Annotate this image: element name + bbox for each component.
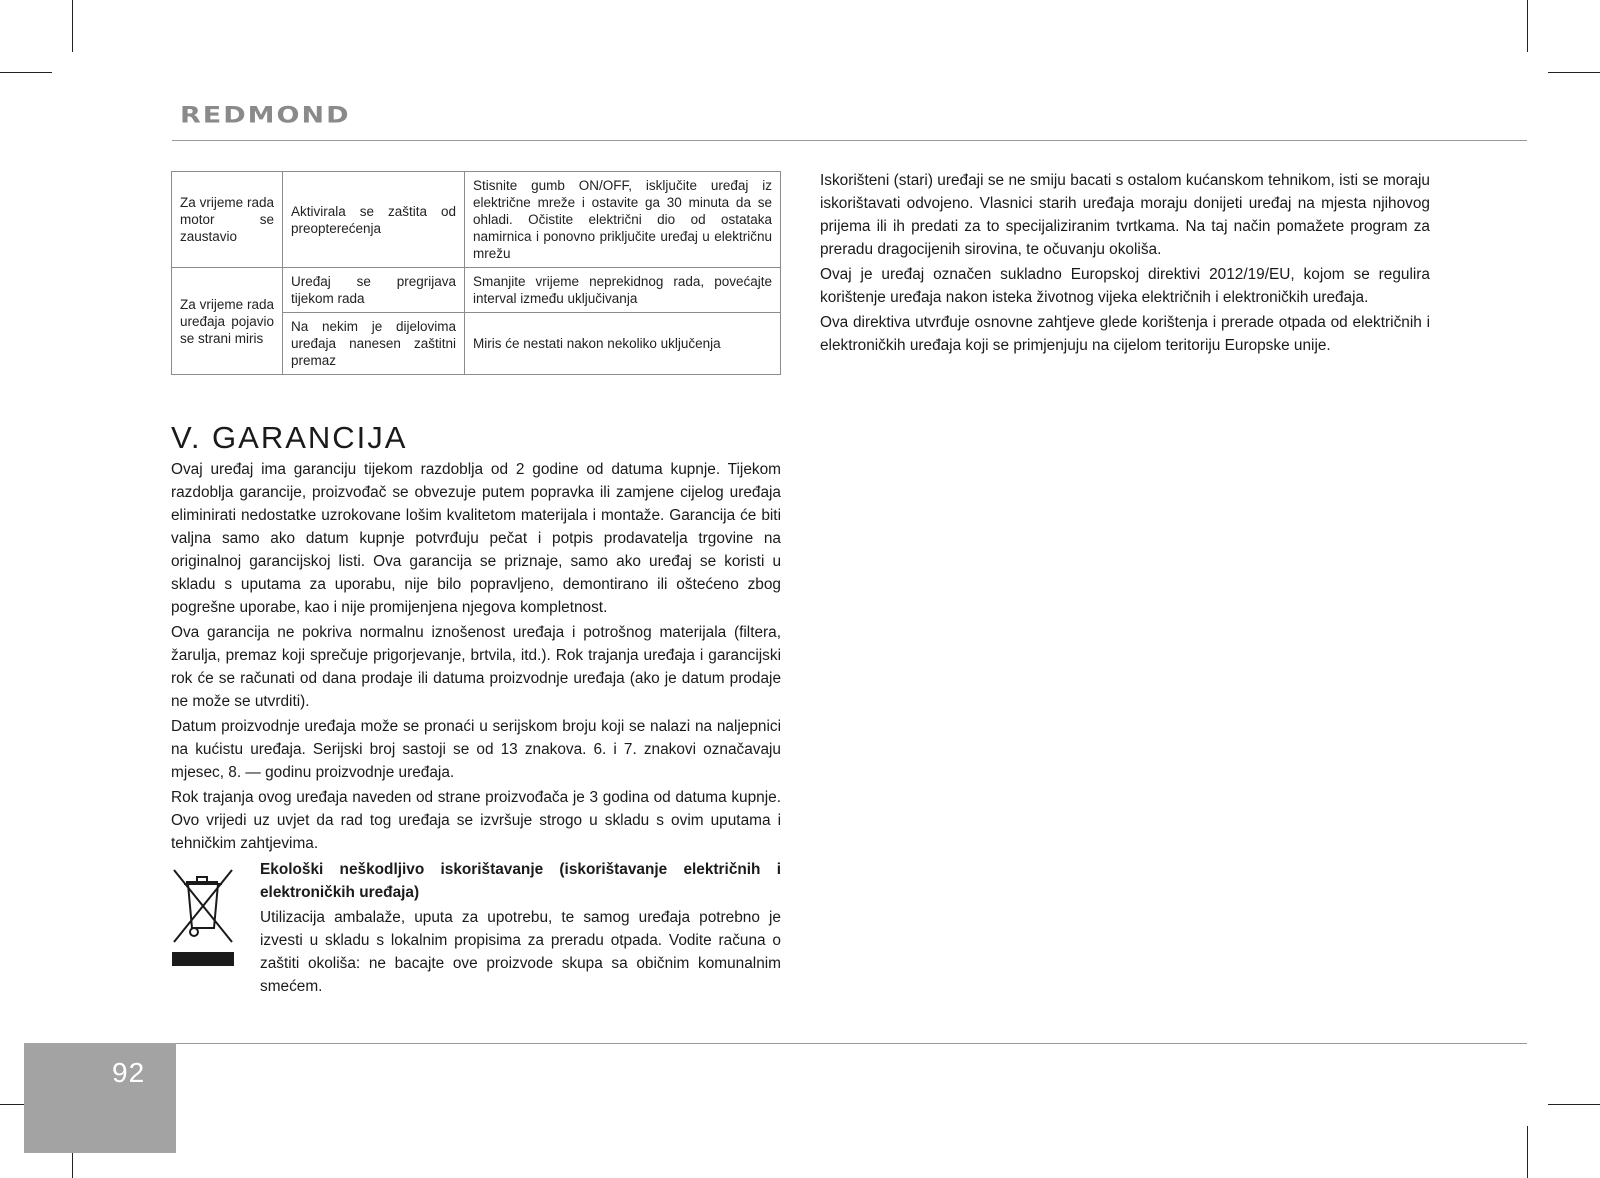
table-row <box>172 268 781 313</box>
table-row <box>172 172 781 268</box>
problem-cell: Za vrijeme rada motor se zaustavio <box>172 172 283 268</box>
crossed-out-wheelie-bin-icon <box>170 866 236 966</box>
problem-cell: Za vrijeme rada uređaja pojavio se strani miris <box>172 268 283 375</box>
guarantee-paragraph: Ovaj uređaj ima garanciju tijekom razdoblja od 2 godine od datuma kupnje. Tijekom razdoblja garancije, proizvođač se obvezuje putem popravka ili zamjene cijelog uređaja eliminirati nedostatke uzrokovane lošim kvalitetom materijala i montaže. Garancija će biti valjna samo ako datum kupnje potvrđuju pečat i potpis prodavatelja trgovine na originalnoj garancijskoj listi. Ova garancija se priznaje, samo ako uređaj se koristi u skladu s uputama za uporabu, nije bilo popravljeno, demontirano ili oštećeno zbog pogrešne uporabe, kao i nije promijenjena njegova kompletnost. <box>171 461 781 616</box>
guarantee-body <box>171 458 781 857</box>
solution-cell: Miris će nestati nakon nekoliko uključenja <box>465 313 781 375</box>
page-number: 92 <box>112 1057 146 1088</box>
crop-mark <box>1527 1126 1528 1178</box>
crop-mark <box>1548 1104 1600 1105</box>
guarantee-paragraph: Rok trajanja ovog uređaja naveden od strane proizvođača je 3 godina od datuma kupnje. Ovo vrijedi uz uvjet da rad tog uređaja se izvršuje strogo u skladu s ovim uputama i tehničkim zahtjevima. <box>171 789 781 852</box>
section-title: V. GARANCIJA <box>171 420 408 455</box>
guarantee-paragraph: Datum proizvodnje uređaja može se pronaći u serijskom broju koji se nalazi na naljepnici na kućistu uređaja. Serijski broj sastoji se od 13 znakova. 6. i 7. znakovi označavaju mjesec, 8. — godinu proizvodnje uređaja. <box>171 718 781 781</box>
eco-title: Ekološki neškodljivo iskorištavanje (iskorištavanje električnih i elektroničkih uređaja) <box>260 861 781 901</box>
cause-cell: Uređaj se pregrijava tijekom rada <box>283 268 465 313</box>
recycling-body <box>820 169 1430 359</box>
recycling-paragraph: Ova direktiva utvrđuje osnovne zahtjeve glede korištenja i prerade otpada od električnih i elektroničkih uređaja koji se primjenjuju na cijelom teritoriju Europske unije. <box>820 314 1430 354</box>
crop-mark <box>1527 0 1528 52</box>
page-number-tab <box>24 1043 176 1153</box>
cause-cell: Aktivirala se zaštita od preopterećenja <box>283 172 465 268</box>
troubleshooting-table <box>171 171 781 375</box>
solution-cell: Stisnite gumb ON/OFF, isključite uređaj iz električne mreže i ostavite ga 30 minuta da se ohladi. Očistite električni dio od ostataka namirnica i ponovno priključite uređaj u električnu mrežu <box>465 172 781 268</box>
brand-logo: REDMOND <box>180 103 351 129</box>
cause-cell: Na nekim je dijelovima uređaja nanesen zaštitni premaz <box>283 313 465 375</box>
solution-cell: Smanjite vrijeme neprekidnog rada, povećajte interval između uključivanja <box>465 268 781 313</box>
header-divider <box>172 140 1527 141</box>
crop-mark <box>0 72 52 73</box>
guarantee-paragraph: Ova garancija ne pokriva normalnu iznošenost uređaja i potrošnog materijala (filtera, žarulja, premaz koji sprečuje prigorjevanje, brtvila, itd.). Rok trajanja uređaja i garancijski rok će se računati od dana prodaje ili datuma proizvodnje uređaja (ako je datum prodaje ne može se utvrditi). <box>171 624 781 710</box>
recycling-paragraph: Ovaj je uređaj označen sukladno Europskoj direktivi 2012/19/EU, kojom se regulira korištenje uređaja nakon isteka životnog vijeka električnih i elektroničkih uređaja. <box>820 266 1430 306</box>
footer-divider <box>172 1043 1527 1044</box>
eco-disposal-block <box>260 858 781 1000</box>
crop-mark <box>72 0 73 52</box>
recycling-paragraph: Iskorišteni (stari) uređaji se ne smiju bacati s ostalom kućanskom tehnikom, isti se moraju iskorištavati odvojeno. Vlasnici starih uređaja moraju donijeti uređaj na mjesta njihovog prijema ili ih predati za to specijaliziranim tvrtkama. Na taj način pomažete program za preradu dragocijenih sirovina, te očuvanju okoliša. <box>820 172 1430 258</box>
eco-text: Utilizacija ambalaže, uputa za upotrebu, te samog uređaja potrebno je izvesti u skladu s lokalnim propisima za preradu otpada. Vodite računa o zaštiti okoliša: ne bacajte ove proizvode skupa sa običnim komunalnim smećem. <box>260 909 781 995</box>
crop-mark <box>1548 72 1600 73</box>
